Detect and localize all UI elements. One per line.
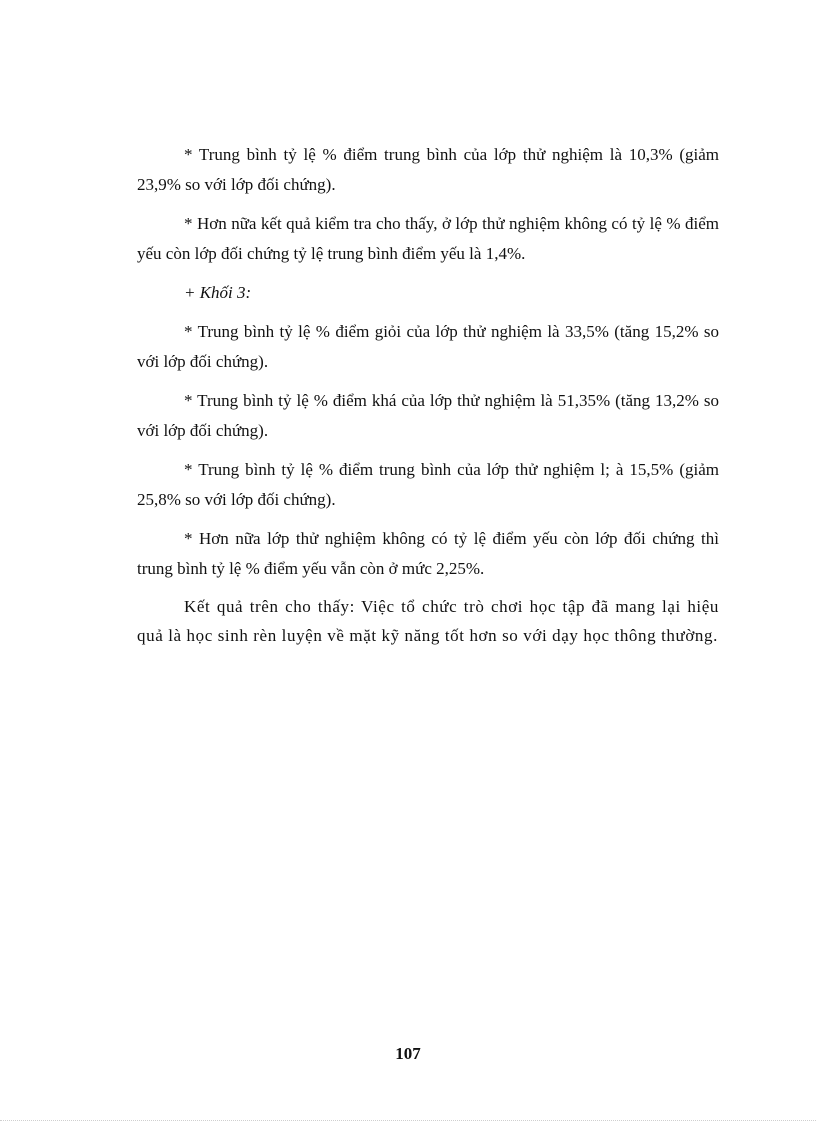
page-body	[137, 140, 719, 659]
paragraph-conclusion: Kết quả trên cho thấy: Việc tổ chức trò chơi học tập đã mang lại hiệu quả là học sinh rèn luyện về mặt kỹ năng tốt hơn so với dạy học thông thường.	[137, 597, 719, 645]
paragraph-excellent-score: * Trung bình tỷ lệ % điểm giỏi của lớp thử nghiệm là 33,5% (tăng 15,2% so với lớp đối chứng).	[137, 322, 719, 371]
section-heading-khoi-3: + Khối 3:	[184, 283, 252, 302]
paragraph-average-score: * Trung bình tỷ lệ % điểm trung bình của lớp thử nghiệm là 10,3% (giảm 23,9% so với lớp đối chứng).	[137, 145, 719, 194]
paragraph-weak-score: * Hơn nữa kết quả kiểm tra cho thấy, ở lớp thử nghiệm không có tỷ lệ % điểm yếu còn lớp đối chứng tỷ lệ trung bình điểm yếu là 1,4%.	[137, 214, 719, 263]
page-bottom-border	[0, 1120, 816, 1121]
paragraph-average-score-khoi-3: * Trung bình tỷ lệ % điểm trung bình của lớp thử nghiệm l; à 15,5% (giảm 25,8% so với lớp đối chứng).	[137, 460, 719, 509]
paragraph-good-score: * Trung bình tỷ lệ % điểm khá của lớp thử nghiệm là 51,35% (tăng 13,2% so với lớp đối chứng).	[137, 391, 719, 440]
page-number: 107	[395, 1044, 421, 1063]
paragraph-weak-score-khoi-3: * Hơn nữa lớp thử nghiệm không có tỷ lệ điểm yếu còn lớp đối chứng thì trung bình tỷ lệ % điểm yếu vẫn còn ở mức 2,25%.	[137, 529, 719, 578]
